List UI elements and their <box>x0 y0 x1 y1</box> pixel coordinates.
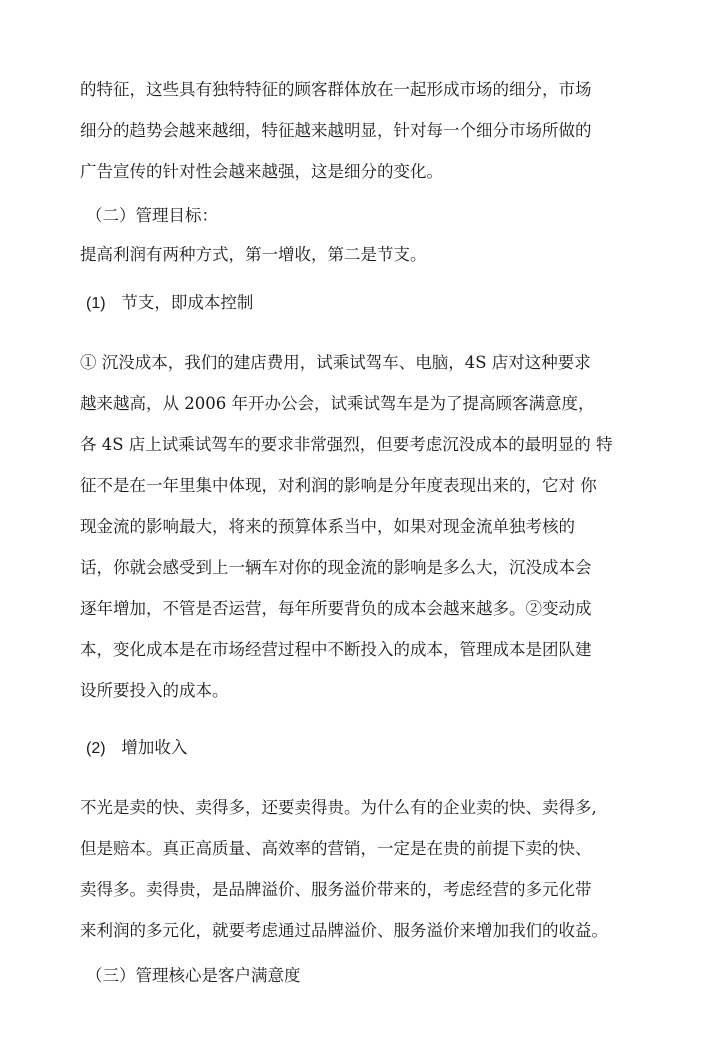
subheading-1 <box>86 292 253 315</box>
paragraph-line: 各 4S 店上试乘试驾车的要求非常强烈，但要考虑沉没成本的最明显的 特 <box>80 435 613 454</box>
section-heading-2: （二）管理目标： <box>86 206 218 225</box>
paragraph-line: 但是赔本。真正高质量、高效率的营销，一定是在贵的前提下卖的快、 <box>80 839 592 858</box>
paragraph-line: 卖得多。卖得贵，是品牌溢价、服务溢价带来的，考虑经营的多元化带 <box>80 880 592 899</box>
subheading-number: (2) <box>86 740 106 757</box>
paragraph-line: 设所要投入的成本。 <box>80 681 229 700</box>
subheading-text: 节支，即成本控制 <box>121 293 254 312</box>
paragraph-line: 话，你就会感受到上一辆车对你的现金流的影响是多么大，沉没成本会 <box>80 558 592 577</box>
paragraph-line: 来利润的多元化，就要考虑通过品牌溢价、服务溢价来增加我们的收益。 <box>80 921 608 940</box>
paragraph-line: 提高利润有两种方式，第一增收，第二是节支。 <box>80 245 427 264</box>
paragraph-line: 细分的趋势会越来越细，特征越来越明显，针对每一个细分市场所做的 <box>80 121 592 140</box>
paragraph-line: 不光是卖的快、卖得多，还要卖得贵。为什么有的企业卖的快、卖得多, <box>80 798 597 817</box>
subheading-text: 增加收入 <box>121 738 188 757</box>
subheading-2 <box>86 737 187 760</box>
paragraph-line: 现金流的影响最大，将来的预算体系当中，如果对现金流单独考核的 <box>80 517 575 536</box>
paragraph-line: 本，变化成本是在市场经营过程中不断投入的成本，管理成本是团队建 <box>80 640 592 659</box>
section-heading-3: （三）管理核心是客户满意度 <box>86 966 301 985</box>
paragraph-line: 越来越高，从 2006 年开办公会，试乘试驾车是为了提高顾客满意度， <box>80 394 595 413</box>
paragraph-line: 征不是在一年里集中体现，对利润的影响是分年度表现出来的，它对 你 <box>80 476 597 495</box>
subheading-number: (1) <box>86 295 106 312</box>
paragraph-line: ① 沉没成本，我们的建店费用，试乘试驾车、电脑，4S 店对这种要求 <box>80 353 591 372</box>
paragraph-line: 逐年增加，不管是否运营，每年所要背负的成本会越来越多。②变动成 <box>80 599 592 618</box>
paragraph-line: 的特征，这些具有独特特征的顾客群体放在一起形成市场的细分，市场 <box>80 80 592 99</box>
paragraph-line: 广告宣传的针对性会越来越强，这是细分的变化。 <box>80 162 443 181</box>
